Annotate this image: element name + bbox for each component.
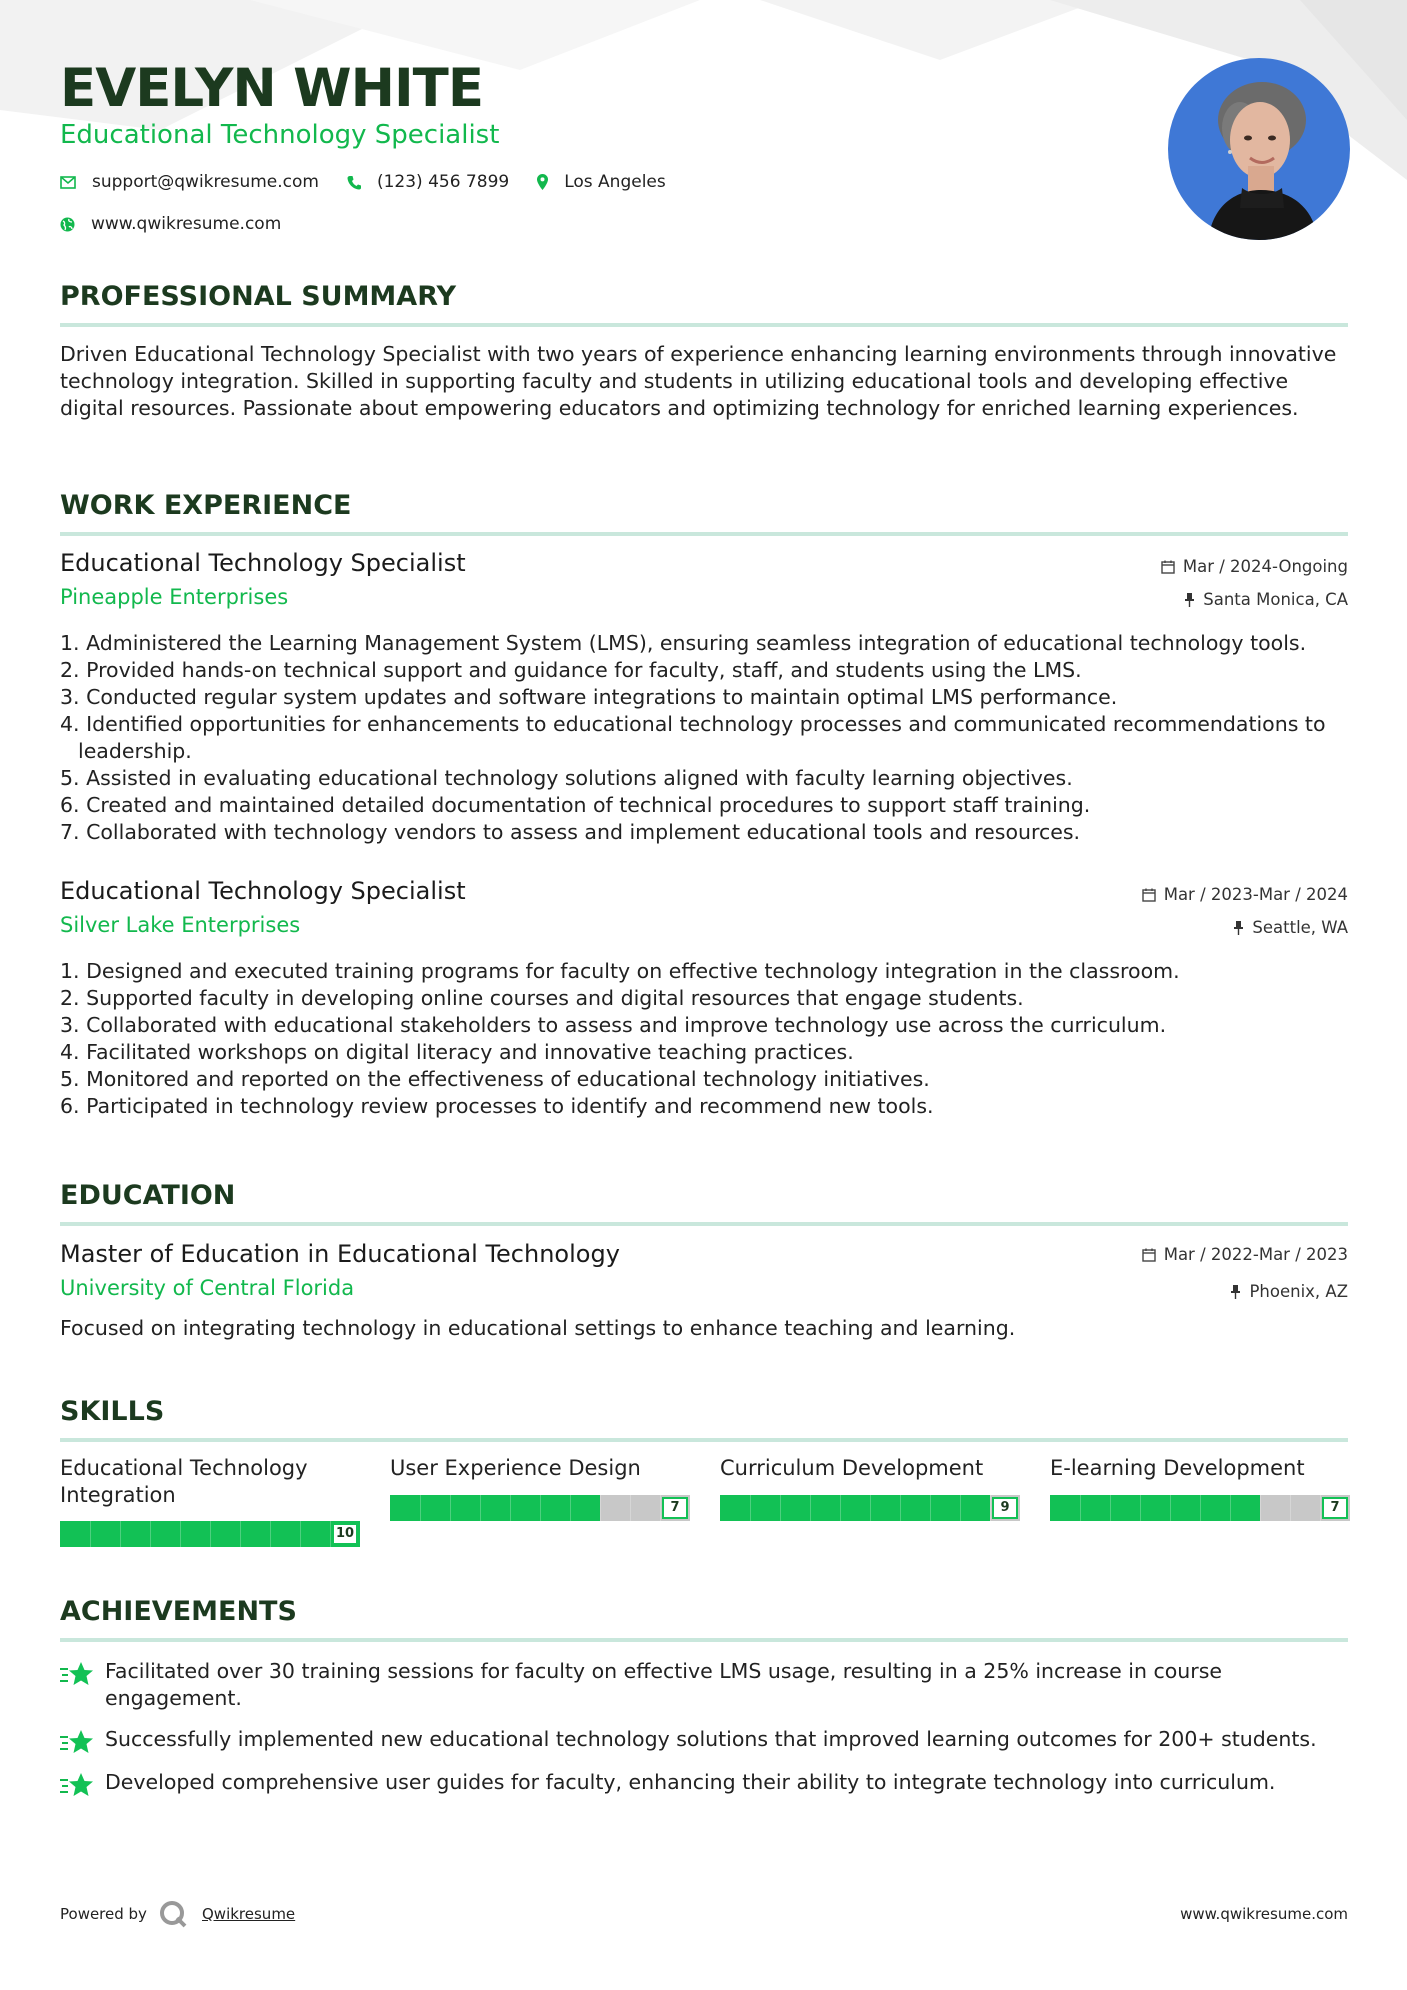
achievement-text: Facilitated over 30 training sessions for faculty on effective LMS usage, resulting in a 25% increase in course engagement.	[105, 1659, 1223, 1710]
skill-name: Curriculum Development	[720, 1456, 984, 1480]
skill-bar-segment	[780, 1495, 781, 1521]
skill-bar-segment	[210, 1521, 211, 1547]
skill-bar-segment	[1230, 1495, 1231, 1521]
candidate-name: EVELYN WHITE	[60, 58, 484, 119]
section-divider	[60, 532, 1348, 536]
list-item: 1. Administered the Learning Management System (LMS), ensuring seamless integration of educational technology tools.	[60, 631, 1307, 655]
skill-level-value: 10	[332, 1523, 358, 1545]
skill-bar-segment	[1200, 1495, 1201, 1521]
skill-bar-segment	[1140, 1495, 1141, 1521]
skill-bar-segment	[90, 1521, 91, 1547]
skill-bar-segment	[1170, 1495, 1171, 1521]
list-item: 6. Participated in technology review processes to identify and recommend new tools.	[60, 1094, 934, 1118]
skill-bar-segment	[120, 1521, 121, 1547]
achievement-item	[60, 1769, 1348, 1799]
skill-level-fill	[720, 1495, 990, 1521]
section-divider	[60, 1638, 1348, 1642]
job-location	[1233, 918, 1348, 937]
calendar-icon	[1161, 560, 1175, 574]
skill-bar-segment	[660, 1495, 661, 1521]
skill-level-value: 7	[662, 1497, 688, 1519]
skill-bar-segment	[330, 1521, 331, 1547]
section-divider	[60, 1222, 1348, 1226]
education-dates-text: Mar / 2022-Mar / 2023	[1163, 1245, 1348, 1264]
achievement-text: Developed comprehensive user guides for faculty, enhancing their ability to integrate technology into curriculum.	[105, 1770, 1276, 1794]
phone-text: (123) 456 7899	[376, 172, 510, 192]
skill-level-bar	[390, 1495, 690, 1521]
list-item: 3. Collaborated with educational stakeholders to assess and improve technology use across the curriculum.	[60, 1013, 1167, 1037]
skill-bar-segment	[1080, 1495, 1081, 1521]
achievements-heading: ACHIEVEMENTS	[60, 1596, 297, 1627]
achievement-item	[60, 1726, 1348, 1756]
skill-bar-segment	[810, 1495, 811, 1521]
skill-bar-segment	[960, 1495, 961, 1521]
star-icon	[60, 1728, 94, 1756]
skill-bar-segment	[600, 1495, 601, 1521]
list-item: 4. Facilitated workshops on digital literacy and innovative teaching practices.	[60, 1040, 854, 1064]
skill-bar-segment	[930, 1495, 931, 1521]
star-icon	[60, 1660, 94, 1688]
pin-icon	[1184, 593, 1195, 607]
job-company: Pineapple Enterprises	[60, 585, 289, 609]
skill-bar-segment	[270, 1521, 271, 1547]
education-location-text: Phoenix, AZ	[1249, 1282, 1348, 1301]
globe-icon	[60, 217, 75, 232]
job-company: Silver Lake Enterprises	[60, 913, 301, 937]
skill-bar-segment	[300, 1521, 301, 1547]
skill-bar-segment	[540, 1495, 541, 1521]
list-item: 7. Collaborated with technology vendors to assess and implement educational tools and resources.	[60, 820, 1081, 844]
skill-level-value: 7	[1322, 1497, 1348, 1519]
skills-section	[60, 1396, 1348, 1442]
skill-bar-segment	[420, 1495, 421, 1521]
degree-title: Master of Education in Educational Technology	[60, 1240, 620, 1268]
skill-bar-segment	[990, 1495, 991, 1521]
skill-level-bar	[60, 1521, 360, 1547]
education-dates	[1142, 1245, 1348, 1264]
list-item: 5. Assisted in evaluating educational technology solutions aligned with faculty learning objectives.	[60, 766, 1073, 790]
skill-bar-segment	[240, 1521, 241, 1547]
skill-name: E-learning Development	[1050, 1456, 1305, 1480]
education-heading: EDUCATION	[60, 1180, 236, 1211]
skill-bar-segment	[570, 1495, 571, 1521]
job-2-bullets	[60, 958, 1348, 1120]
contact-phone[interactable]	[347, 172, 509, 192]
skill-bar-segment	[180, 1521, 181, 1547]
calendar-icon	[1142, 888, 1156, 902]
job-dates-text: Mar / 2024-Ongoing	[1182, 557, 1348, 576]
skill-name: Educational Technology Integration	[60, 1456, 308, 1507]
job-dates	[1142, 885, 1348, 904]
profile-photo	[1168, 58, 1350, 240]
job-title: Educational Technology Specialist	[60, 549, 466, 577]
pin-icon	[1230, 1285, 1241, 1299]
list-item: 5. Monitored and reported on the effectiveness of educational technology initiatives.	[60, 1067, 930, 1091]
list-item: 3. Conducted regular system updates and software integrations to maintain optimal LMS performance.	[60, 685, 1118, 709]
skills-heading: SKILLS	[60, 1396, 165, 1427]
section-divider	[60, 1438, 1348, 1442]
qwikresume-link[interactable]: Qwikresume	[202, 1905, 296, 1923]
achievement-text: Successfully implemented new educational technology solutions that improved learning outcomes for 200+ students.	[105, 1727, 1317, 1751]
contact-email[interactable]	[60, 172, 319, 192]
skill-item	[60, 1455, 360, 1541]
email-icon	[60, 176, 76, 189]
skill-bar-segment	[480, 1495, 481, 1521]
education-section	[60, 1180, 1348, 1226]
list-item: 6. Created and maintained detailed documentation of technical procedures to support staff training.	[60, 793, 1091, 817]
skill-bar-segment	[840, 1495, 841, 1521]
skill-bar-segment	[1260, 1495, 1261, 1521]
experience-heading: WORK EXPERIENCE	[60, 490, 352, 521]
skill-bar-segment	[450, 1495, 451, 1521]
skill-level-value: 9	[992, 1497, 1018, 1519]
job-location-text: Seattle, WA	[1252, 918, 1348, 937]
calendar-icon	[1142, 1248, 1156, 1262]
list-item: 2. Supported faculty in developing online courses and digital resources that engage students.	[60, 986, 1024, 1010]
job-1-bullets	[60, 630, 1348, 846]
qwikresume-logo-icon	[158, 1899, 188, 1929]
list-item: 4. Identified opportunities for enhancements to educational technology processes and communicated recommendations to leadership.	[60, 712, 1326, 763]
skill-bar-segment	[150, 1521, 151, 1547]
list-item: 2. Provided hands-on technical support and guidance for faculty, staff, and students using the LMS.	[60, 658, 1082, 682]
contact-location	[537, 172, 666, 192]
contact-row-2	[60, 214, 309, 234]
skill-bar-segment	[510, 1495, 511, 1521]
skill-bar-segment	[1290, 1495, 1291, 1521]
job-location-text: Santa Monica, CA	[1203, 590, 1348, 609]
achievements-section	[60, 1596, 1348, 1642]
email-text: support@qwikresume.com	[92, 172, 319, 192]
skill-bar-segment	[1320, 1495, 1321, 1521]
skill-bar-segment	[900, 1495, 901, 1521]
contact-website[interactable]	[60, 214, 281, 234]
education-location	[1230, 1282, 1348, 1301]
skill-level-fill	[1050, 1495, 1260, 1521]
map-pin-icon	[537, 174, 548, 190]
candidate-title: Educational Technology Specialist	[60, 120, 500, 150]
phone-icon	[347, 175, 361, 190]
website-text: www.qwikresume.com	[91, 214, 282, 234]
location-text: Los Angeles	[564, 172, 666, 192]
education-description: Focused on integrating technology in educational settings to enhance teaching and learning.	[60, 1316, 1016, 1340]
skill-bar-segment	[870, 1495, 871, 1521]
section-divider	[60, 323, 1348, 327]
skill-bar-segment	[750, 1495, 751, 1521]
skill-bar-segment	[630, 1495, 631, 1521]
job-dates-text: Mar / 2023-Mar / 2024	[1163, 885, 1348, 904]
skill-item	[1050, 1455, 1350, 1515]
skill-level-bar	[720, 1495, 1020, 1521]
summary-text: Driven Educational Technology Specialist with two years of experience enhancing learning environments through innovative technology integration. Skilled in supporting faculty and students in utilizing educational tools and developing effective digital resources. Passionate about empowering educators and optimizing technology for enriched learning experiences.	[60, 342, 1337, 420]
summary-section	[60, 281, 1348, 422]
footer-website[interactable]: www.qwikresume.com	[1180, 1905, 1348, 1923]
skill-level-fill	[390, 1495, 600, 1521]
powered-by-label: Powered by	[60, 1905, 147, 1923]
job-location	[1184, 590, 1348, 609]
job-dates	[1161, 557, 1348, 576]
school-name: University of Central Florida	[60, 1276, 355, 1300]
star-icon	[60, 1771, 94, 1799]
skill-level-bar	[1050, 1495, 1350, 1521]
skill-item	[390, 1455, 690, 1515]
list-item: 1. Designed and executed training programs for faculty on effective technology integration in the classroom.	[60, 959, 1180, 983]
summary-heading: PROFESSIONAL SUMMARY	[60, 281, 457, 312]
pin-icon	[1233, 921, 1244, 935]
job-title: Educational Technology Specialist	[60, 877, 466, 905]
skill-bar-segment	[1110, 1495, 1111, 1521]
skill-item	[720, 1455, 1020, 1515]
contact-row	[60, 172, 694, 192]
experience-section	[60, 490, 1348, 536]
skill-name: User Experience Design	[390, 1456, 641, 1480]
achievement-item	[60, 1658, 1348, 1712]
